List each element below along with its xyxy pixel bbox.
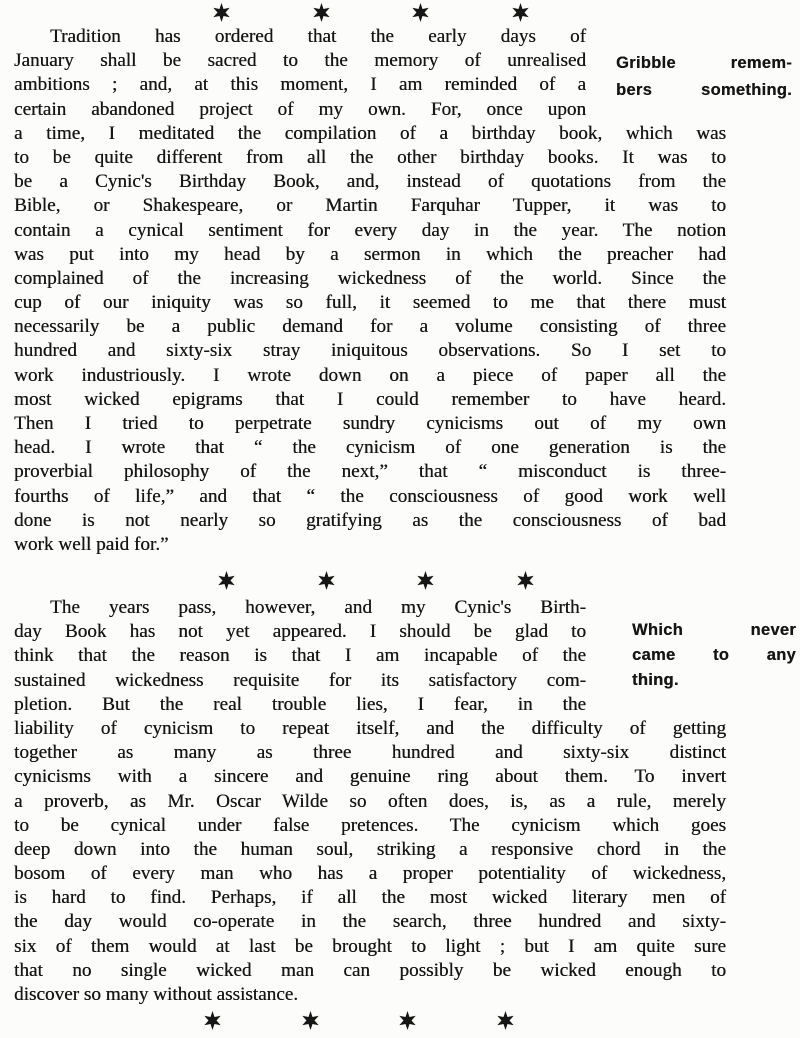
six-pointed-star-icon <box>511 3 530 22</box>
text-line: day Book has not yet appeared. I should be glad to <box>14 621 586 643</box>
text-line: a proverb, as Mr. Oscar Wilde so often does, is, as a rule, merely <box>14 790 726 812</box>
margin-note-line: thing. <box>632 671 679 689</box>
text-line: liability of cynicism to repeat itself, and the difficulty of getting <box>14 717 726 739</box>
six-pointed-star-icon <box>516 571 535 590</box>
text-line: cynicisms with a sincere and genuine ring about them. To invert <box>14 766 726 788</box>
six-pointed-star-icon <box>317 571 336 590</box>
text-line: cup of our iniquity was so full, it seemed to me that there must <box>14 292 726 314</box>
text-line: sustained wickedness requisite for its satisfactory com- <box>14 669 586 691</box>
separator-row-middle <box>217 571 535 590</box>
text-line: Bible, or Shakespeare, or Martin Farquhar Tupper, it was to <box>14 195 726 217</box>
text-line: to be cynical under false pretences. The cynicism which goes <box>14 814 726 836</box>
text-line: The years pass, however, and my Cynic's Birth- <box>50 597 586 618</box>
text-line: six of them would at last be brought to light ; but I am quite sure <box>14 935 726 957</box>
six-pointed-star-icon <box>217 571 236 590</box>
text-line: Then I tried to perpetrate sundry cynicisms out of my own <box>14 413 726 434</box>
text-line: discover so many without assistance. <box>14 984 299 1005</box>
text-line: contain a cynical sentiment for every day in the year. The notion <box>14 219 726 241</box>
text-line: most wicked epigrams that I could remember to have heard. <box>14 388 726 410</box>
text-line: hundred and sixty-six stray iniquitous observations. So I set to <box>14 340 726 362</box>
text-line: a time, I meditated the compilation of a birthday book, which was <box>14 122 726 144</box>
text-line: head. I wrote that “ the cynicism of one generation is the <box>14 437 726 459</box>
margin-note-gribble-remembers <box>616 50 792 104</box>
text-line: certain abandoned project of my own. For, once upon <box>14 98 586 120</box>
text-line: the day would co-operate in the search, three hundred and sixty- <box>14 911 726 933</box>
margin-note-line: Gribble remem- <box>616 54 792 72</box>
passage-second <box>14 596 796 1007</box>
text-line: to be quite different from all the other birthday books. It was to <box>14 146 726 168</box>
six-pointed-star-icon <box>496 1011 515 1030</box>
text-line: that no single wicked man can possibly be wicked enough to <box>14 959 726 981</box>
text-line: work industriously. I wrote down on a piece of paper all the <box>14 364 726 386</box>
text-line: done is not nearly so gratifying as the consciousness of bad <box>14 509 726 531</box>
text-line: think that the reason is that I am incapable of the <box>14 645 586 667</box>
text-line: ambitions ; and, at this moment, I am reminded of a <box>14 74 586 96</box>
text-line: pletion. But the real trouble lies, I fear, in the <box>14 693 586 715</box>
separator-row-top <box>212 3 530 22</box>
six-pointed-star-icon <box>398 1011 417 1030</box>
text-line: be a Cynic's Birthday Book, and, instead of quotations from the <box>14 171 726 193</box>
six-pointed-star-icon <box>212 3 231 22</box>
margin-note-which-never <box>632 618 796 693</box>
text-line: complained of the increasing wickedness of the world. Since the <box>14 267 726 289</box>
passage-second-lines <box>14 596 726 1007</box>
text-line: proverbial philosophy of the next,” that “ misconduct is three- <box>14 461 726 483</box>
six-pointed-star-icon <box>312 3 331 22</box>
text-line: together as many as three hundred and sixty-six distinct <box>14 742 726 764</box>
separator-row-bottom <box>203 1011 515 1030</box>
margin-note-line: bers something. <box>616 81 792 99</box>
text-line: bosom of every man who has a proper potentiality of wickedness, <box>14 863 726 885</box>
six-pointed-star-icon <box>203 1011 222 1030</box>
passage-first <box>14 25 792 557</box>
text-line: work well paid for.” <box>14 533 169 555</box>
text-line: is hard to find. Perhaps, if all the most wicked literary men of <box>14 887 726 909</box>
six-pointed-star-icon <box>416 571 435 590</box>
text-line: was put into my head by a sermon in which the preacher had <box>14 243 726 265</box>
margin-note-line: Which never <box>632 621 796 639</box>
text-line: January shall be sacred to the memory of unrealised <box>14 50 586 72</box>
six-pointed-star-icon <box>411 3 430 22</box>
text-line: fourths of life,” and that “ the consciousness of good work well <box>14 485 726 507</box>
margin-note-line: came to any <box>632 646 796 664</box>
passage-first-lines <box>14 25 726 557</box>
text-line: necessarily be a public demand for a volume consisting of three <box>14 316 726 338</box>
six-pointed-star-icon <box>301 1011 320 1030</box>
text-line: Tradition has ordered that the early days of <box>50 26 586 47</box>
text-line: deep down into the human soul, striking a responsive chord in the <box>14 838 726 860</box>
